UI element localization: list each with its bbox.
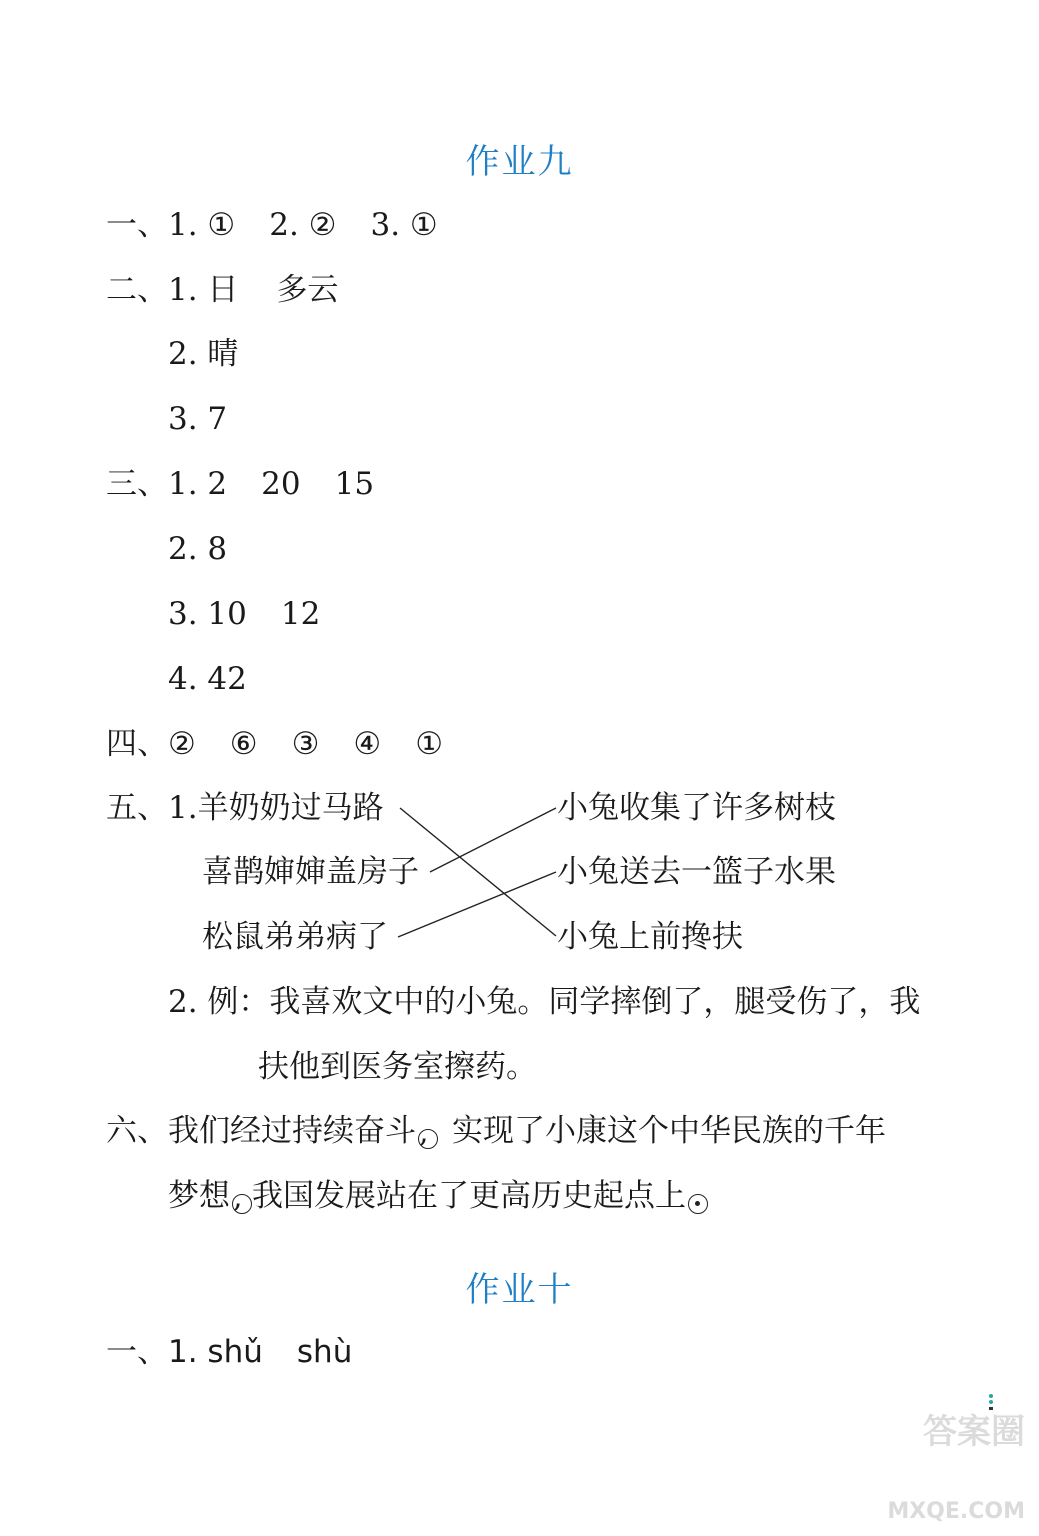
q3-answer-3b: 12 xyxy=(280,596,321,632)
q5-right-item: 小兔收集了许多树枝 xyxy=(557,790,836,826)
q3-answer-1: 1. 2 xyxy=(168,466,228,502)
q4-label: 四、 xyxy=(106,726,168,762)
q2-answer-2: 2. 晴 xyxy=(168,336,239,372)
q4-item: ⑥ xyxy=(229,726,258,762)
q1-answer-2: 2. ② xyxy=(269,207,337,243)
q3-label: 三、 xyxy=(106,466,168,502)
watermark-url: MXQE.COM xyxy=(887,1499,1025,1524)
match-line-2 xyxy=(430,808,556,872)
hw10-q1-answer-1: 1. shǔ xyxy=(168,1334,263,1370)
period-circle-mark xyxy=(686,1184,708,1216)
q5-answer-2-text: 2. 例：我喜欢文中的小兔。同学摔倒了，腿受伤了，我 xyxy=(168,984,921,1020)
q2-answer-1b: 多云 xyxy=(276,272,339,308)
q5-label: 五、 xyxy=(106,790,168,826)
q4-item: ② xyxy=(168,726,196,762)
q2-label: 二、 xyxy=(106,272,168,308)
match-line-1 xyxy=(400,808,556,936)
q1-answer-3: 3. ① xyxy=(370,207,438,243)
q3-answer-1c: 15 xyxy=(334,466,375,502)
q5-left-item: 羊奶奶过马路 xyxy=(197,790,384,826)
q1-label: 一、 xyxy=(106,207,168,243)
q6-text-1b: 实现了小康这个中华民族的千年 xyxy=(452,1113,886,1149)
q5-answer-2-text-cont: 扶他到医务室擦药。 xyxy=(258,1049,537,1085)
q6-label: 六、 xyxy=(106,1113,168,1149)
q6-text-2a: 梦想 xyxy=(168,1178,230,1214)
hw10-q1-label: 一、 xyxy=(106,1334,168,1370)
q4-item: ④ xyxy=(353,726,382,762)
q6-row-1 xyxy=(106,1111,886,1151)
hw10-q1-row xyxy=(106,1332,352,1372)
watermark-logo-text: 答案圈 xyxy=(923,1412,1025,1452)
comma-circle-mark: , xyxy=(230,1184,252,1216)
q5-answer-2-line-2 xyxy=(258,1047,537,1087)
q6-text-1a: 我们经过持续奋斗 xyxy=(168,1113,416,1149)
homework-9-title: 作业九 xyxy=(465,142,574,182)
q2-answer-1: 1. 日 xyxy=(168,272,239,308)
q5-left-item: 松鼠弟弟病了 xyxy=(202,919,388,955)
q3-answer-4: 4. 42 xyxy=(168,661,247,697)
q2-answer-3: 3. 7 xyxy=(168,401,228,437)
q5-left-item: 喜鹊婶婶盖房子 xyxy=(202,854,419,890)
match-line-3 xyxy=(398,872,556,937)
hw10-q1-answer-1b: shù xyxy=(296,1334,353,1370)
q5-answer-2-line-1 xyxy=(168,982,920,1022)
q3-answer-1b: 20 xyxy=(261,466,301,502)
site-watermark xyxy=(887,1404,1025,1524)
q5-num-1: 1. xyxy=(168,790,198,826)
q4-item: ③ xyxy=(291,726,320,762)
q5-right-item: 小兔送去一篮子水果 xyxy=(557,854,836,890)
homework-10-title: 作业十 xyxy=(465,1270,574,1310)
q3-answer-3: 3. 10 xyxy=(168,596,247,632)
q3-answer-2: 2. 8 xyxy=(168,531,228,567)
comma-circle-mark: , xyxy=(416,1119,438,1151)
q1-answer-1: 1. ① xyxy=(168,207,236,243)
q4-item: ① xyxy=(415,726,443,762)
q6-row-2 xyxy=(168,1176,708,1216)
q5-right-item: 小兔上前搀扶 xyxy=(557,919,743,955)
q6-text-2b: 我国发展站在了更高历史起点上 xyxy=(252,1178,686,1214)
